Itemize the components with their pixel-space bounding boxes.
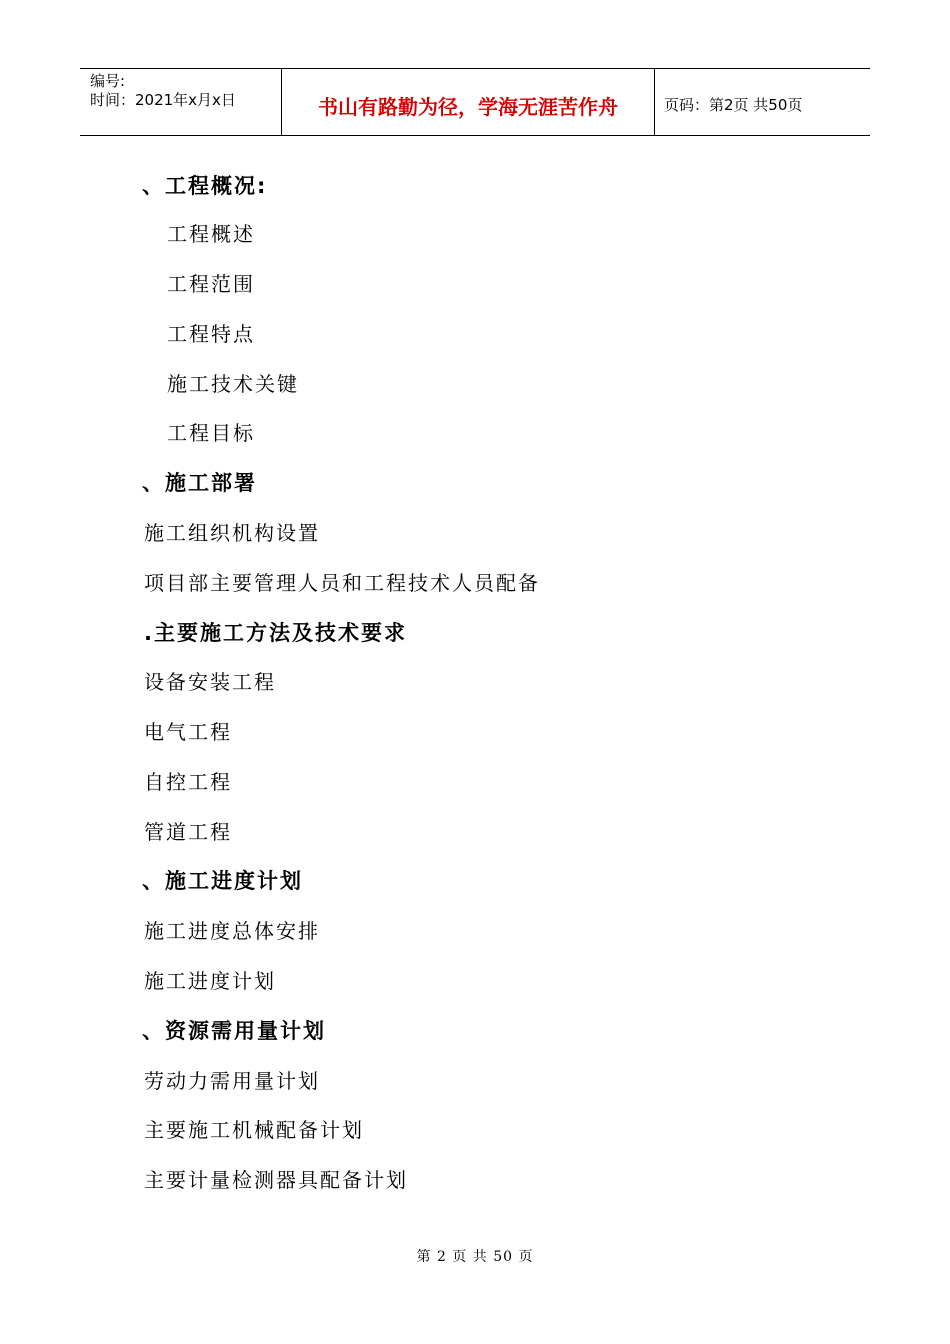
outline-subitem: 工程特点 [167, 322, 255, 346]
header-divider [654, 69, 655, 135]
outline-item: 施工进度总体安排 [144, 919, 320, 943]
outline-item: 劳动力需用量计划 [144, 1069, 320, 1093]
header-motto: 书山有路勤为径，学海无涯苦作舟 [318, 95, 618, 119]
outline-heading: 、工程概况: [142, 174, 268, 198]
outline-heading: .主要施工方法及技术要求 [144, 621, 407, 645]
page-footer: 第 2 页 共 50 页 [416, 1249, 534, 1265]
outline-heading: 、施工部署 [142, 471, 257, 495]
outline-heading: 、资源需用量计划 [142, 1019, 326, 1043]
outline-item: 施工进度计划 [144, 969, 276, 993]
outline-item: 主要计量检测器具配备计划 [144, 1168, 408, 1192]
outline-item: 自控工程 [144, 770, 232, 794]
date-label: 时间：2021年x月x日 [90, 91, 236, 109]
outline-item: 设备安装工程 [144, 670, 276, 694]
outline-subitem: 工程概述 [167, 222, 255, 246]
header-page-info: 页码：第2页 共50页 [664, 96, 803, 114]
serial-number-label: 编号: [90, 72, 126, 90]
outline-item: 管道工程 [144, 820, 232, 844]
outline-subitem: 工程范围 [167, 272, 255, 296]
outline-item: 施工组织机构设置 [144, 521, 320, 545]
outline-item: 主要施工机械配备计划 [144, 1118, 364, 1142]
outline-subitem: 工程目标 [167, 421, 255, 445]
outline-item: 项目部主要管理人员和工程技术人员配备 [144, 571, 540, 595]
outline-heading: 、施工进度计划 [142, 869, 303, 893]
outline-item: 电气工程 [144, 720, 232, 744]
outline-subitem: 施工技术关键 [167, 372, 299, 396]
page-header [80, 68, 870, 136]
